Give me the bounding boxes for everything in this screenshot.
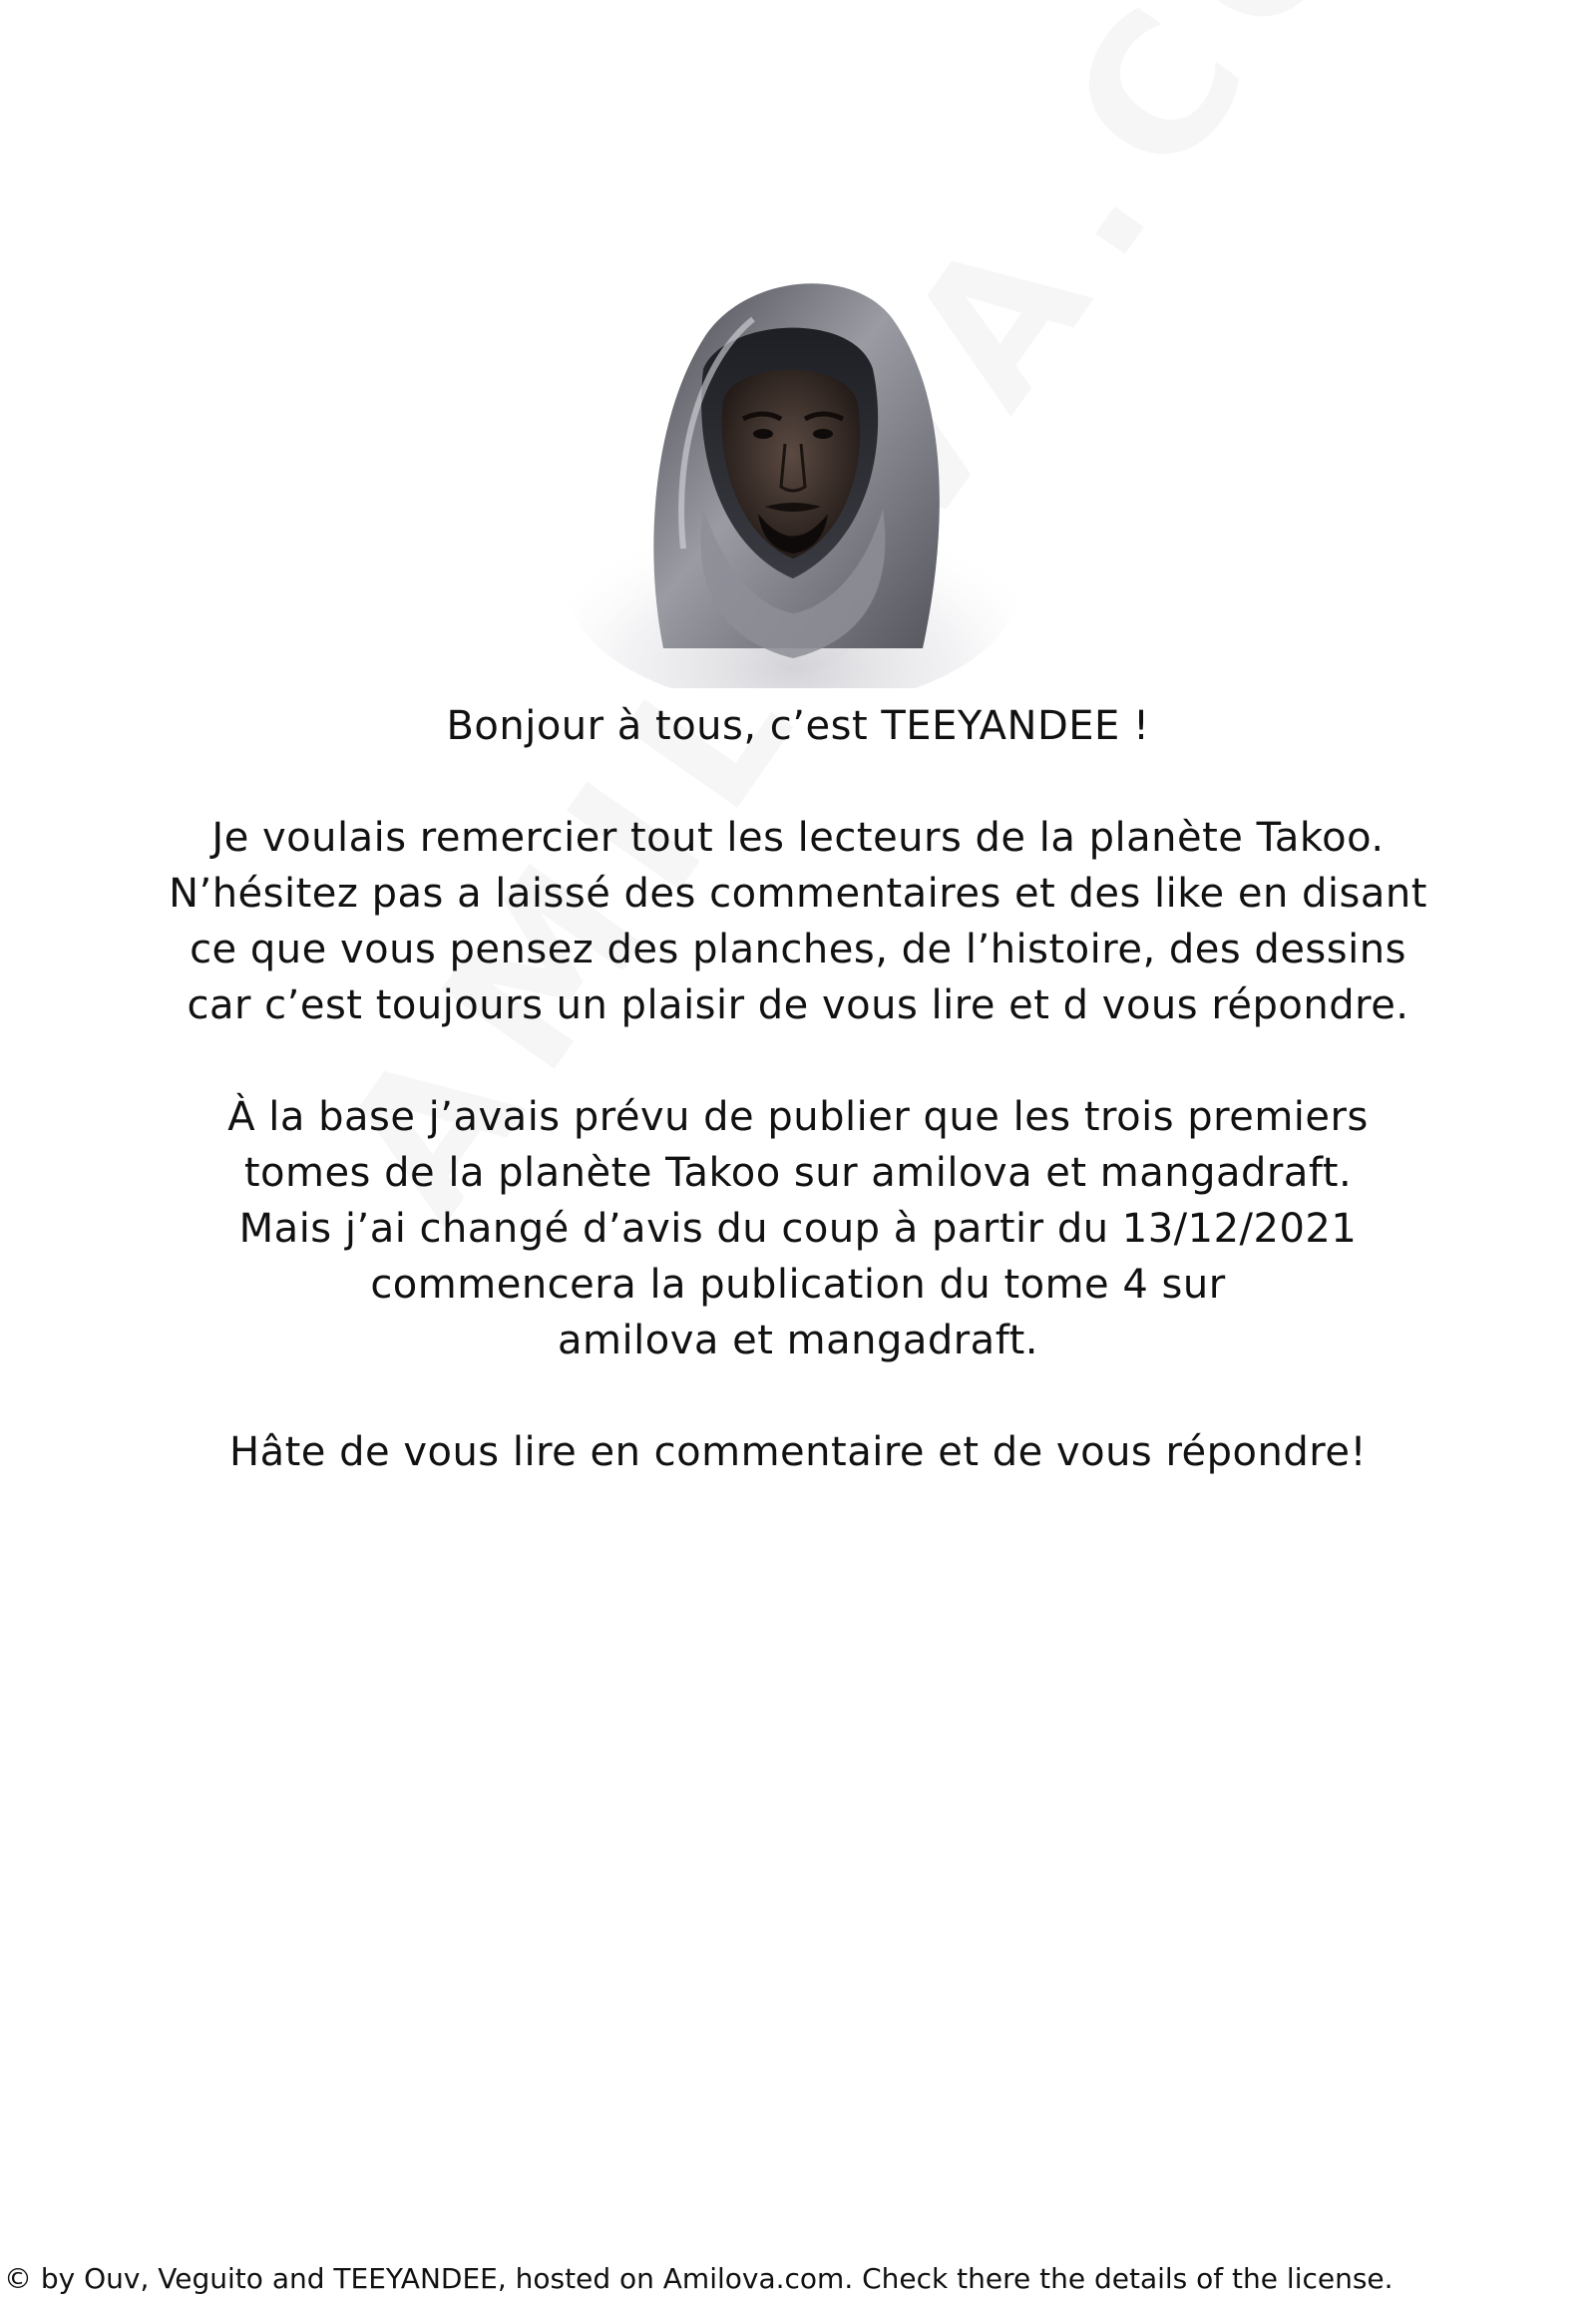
text-line: tomes de la planète Takoo sur amilova et mangadraft. xyxy=(243,1150,1353,1196)
paragraph-thanks xyxy=(0,810,1596,1033)
text-line: N’hésitez pas a laissé des commentaires et des like en disant xyxy=(169,871,1427,917)
greeting: Bonjour à tous, c’est TEEYANDEE ! xyxy=(446,703,1150,749)
closing-line: Hâte de vous lire en commentaire et de vous répondre! xyxy=(229,1429,1367,1475)
text-line: car c’est toujours un plaisir de vous lire et d vous répondre. xyxy=(187,982,1409,1028)
text-line: commencera la publication du tome 4 sur xyxy=(370,1262,1226,1308)
text-line: amilova et mangadraft. xyxy=(558,1318,1038,1363)
paragraph-publication xyxy=(0,1089,1596,1368)
text-line: Mais j’ai changé d’avis du coup à partir du 13/12/2021 xyxy=(238,1206,1358,1252)
text-line: ce que vous pensez des planches, de l’histoire, des dessins xyxy=(190,927,1406,972)
text-line: Je voulais remercier tout les lecteurs de la planète Takoo. xyxy=(211,815,1385,861)
letter-body xyxy=(0,698,1596,1480)
author-portrait xyxy=(554,249,1032,688)
license-footer: © by Ouv, Veguito and TEEYANDEE, hosted on Amilova.com. Check there the details of the license. xyxy=(4,2262,1394,2295)
text-line: À la base j’avais prévu de publier que les trois premiers xyxy=(227,1094,1369,1140)
